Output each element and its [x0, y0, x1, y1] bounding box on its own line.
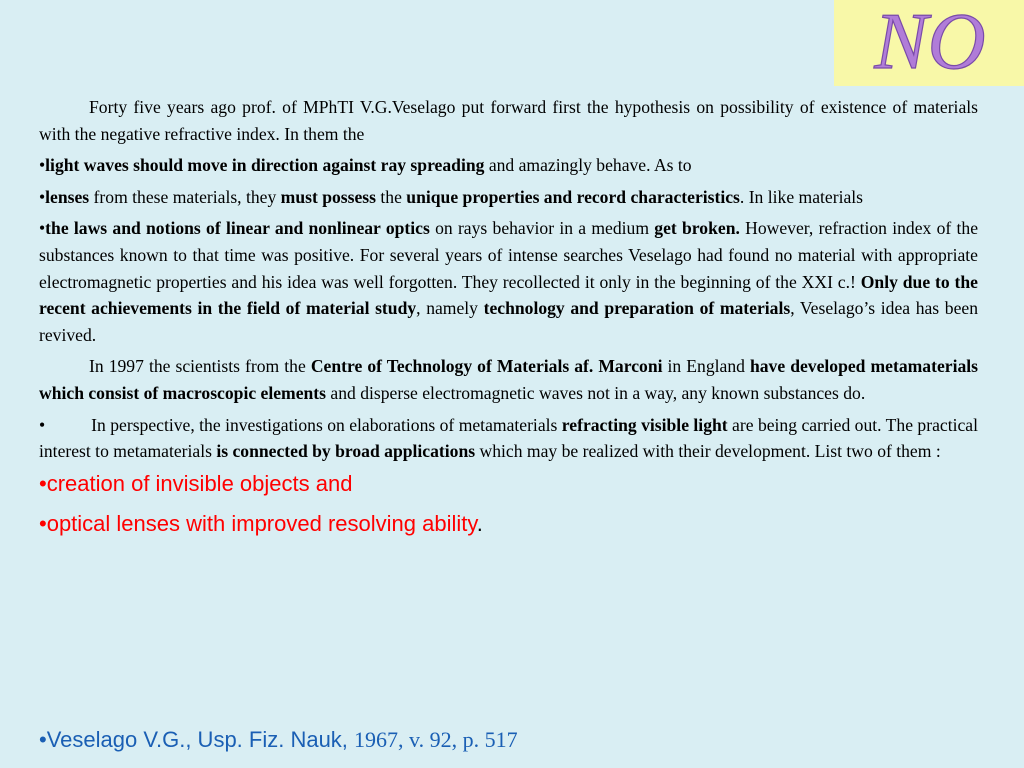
plain-text: which may be realized with their development. List two of them :: [475, 441, 941, 462]
plain-text: In perspective, the investigations on elaborations of metamaterials: [91, 414, 562, 435]
bullet-lenses: [39, 184, 978, 211]
bold-text: Only due to the recent achievements in the field of material study: [39, 271, 978, 319]
plain-text: , Veselago’s idea has been revived.: [39, 298, 978, 345]
bold-text: lenses: [45, 186, 90, 207]
bold-text: is connected by broad applications: [216, 441, 476, 462]
reference-citation: [39, 726, 518, 754]
plain-text: from these materials, they: [89, 186, 281, 207]
bold-text: have developed metamaterials which consist of macroscopic elements: [39, 356, 978, 403]
bold-text: light waves should move in direction against ray spreading: [45, 155, 485, 176]
plain-text: are being carried out. The practical interest to metamaterials: [39, 414, 978, 462]
plain-text: and disperse electromagnetic waves not in a way, any known substances do.: [326, 382, 866, 403]
application-item-invisible: [39, 470, 978, 498]
reference-author: •Veselago V.G., Usp. Fiz. Nauk,: [39, 727, 355, 752]
reference-volume: 1967, v. 92, p. 517: [354, 727, 518, 752]
intro-text: Forty five years ago prof. of MPhTI V.G.Veselago put forward first the hypothesis on possibility of existence of materials with the negative refractive index. In them the: [39, 97, 978, 144]
bold-text: the laws and notions of linear and nonlinear optics: [45, 218, 430, 239]
plain-text: However, refraction index of the substances known to that time was positive. For several years of intense searches Veselago had found no material with appropriate electromagnetic properties and his idea was well forgotten. They recollected it only in the beginning of the XXI c.!: [39, 218, 979, 292]
bullet-mark: •: [39, 218, 46, 239]
application-item-lenses: [39, 510, 978, 538]
bullet-mark: •: [39, 186, 46, 207]
plain-text: on rays behavior in a medium: [429, 218, 655, 239]
intro-paragraph: [39, 94, 978, 147]
application-text: •optical lenses with improved resolving ability: [39, 510, 477, 536]
application-suffix: .: [476, 510, 483, 536]
bold-text: refracting visible light: [561, 414, 728, 435]
slide-body: [39, 94, 978, 550]
logo-text: NO: [874, 0, 986, 86]
paragraph-1997: [39, 353, 978, 406]
bullet-optics-laws: [39, 215, 978, 348]
application-text: •creation of invisible objects and: [39, 470, 353, 496]
bold-text: technology and preparation of materials: [483, 298, 791, 319]
perspective-paragraph: [39, 412, 978, 465]
logo-no: [834, 0, 1024, 86]
plain-text: and amazingly behave. As to: [484, 155, 692, 176]
bold-text: Centre of Technology of Materials af. Marconi: [310, 356, 663, 377]
bold-text: must possess: [280, 186, 376, 207]
logo-graphic: [834, 0, 1024, 86]
plain-text: In 1997 the scientists from the: [89, 356, 311, 377]
plain-text: in England: [662, 356, 750, 377]
bold-text: get broken.: [654, 218, 740, 239]
bullet-mark: •: [39, 414, 46, 435]
plain-text: the: [376, 186, 407, 207]
plain-text: . In like materials: [739, 186, 864, 207]
bullet-light-waves: [39, 152, 978, 179]
bold-text: unique properties and record characteristics: [406, 186, 740, 207]
plain-text: , namely: [416, 298, 484, 319]
bullet-mark: •: [39, 155, 46, 176]
